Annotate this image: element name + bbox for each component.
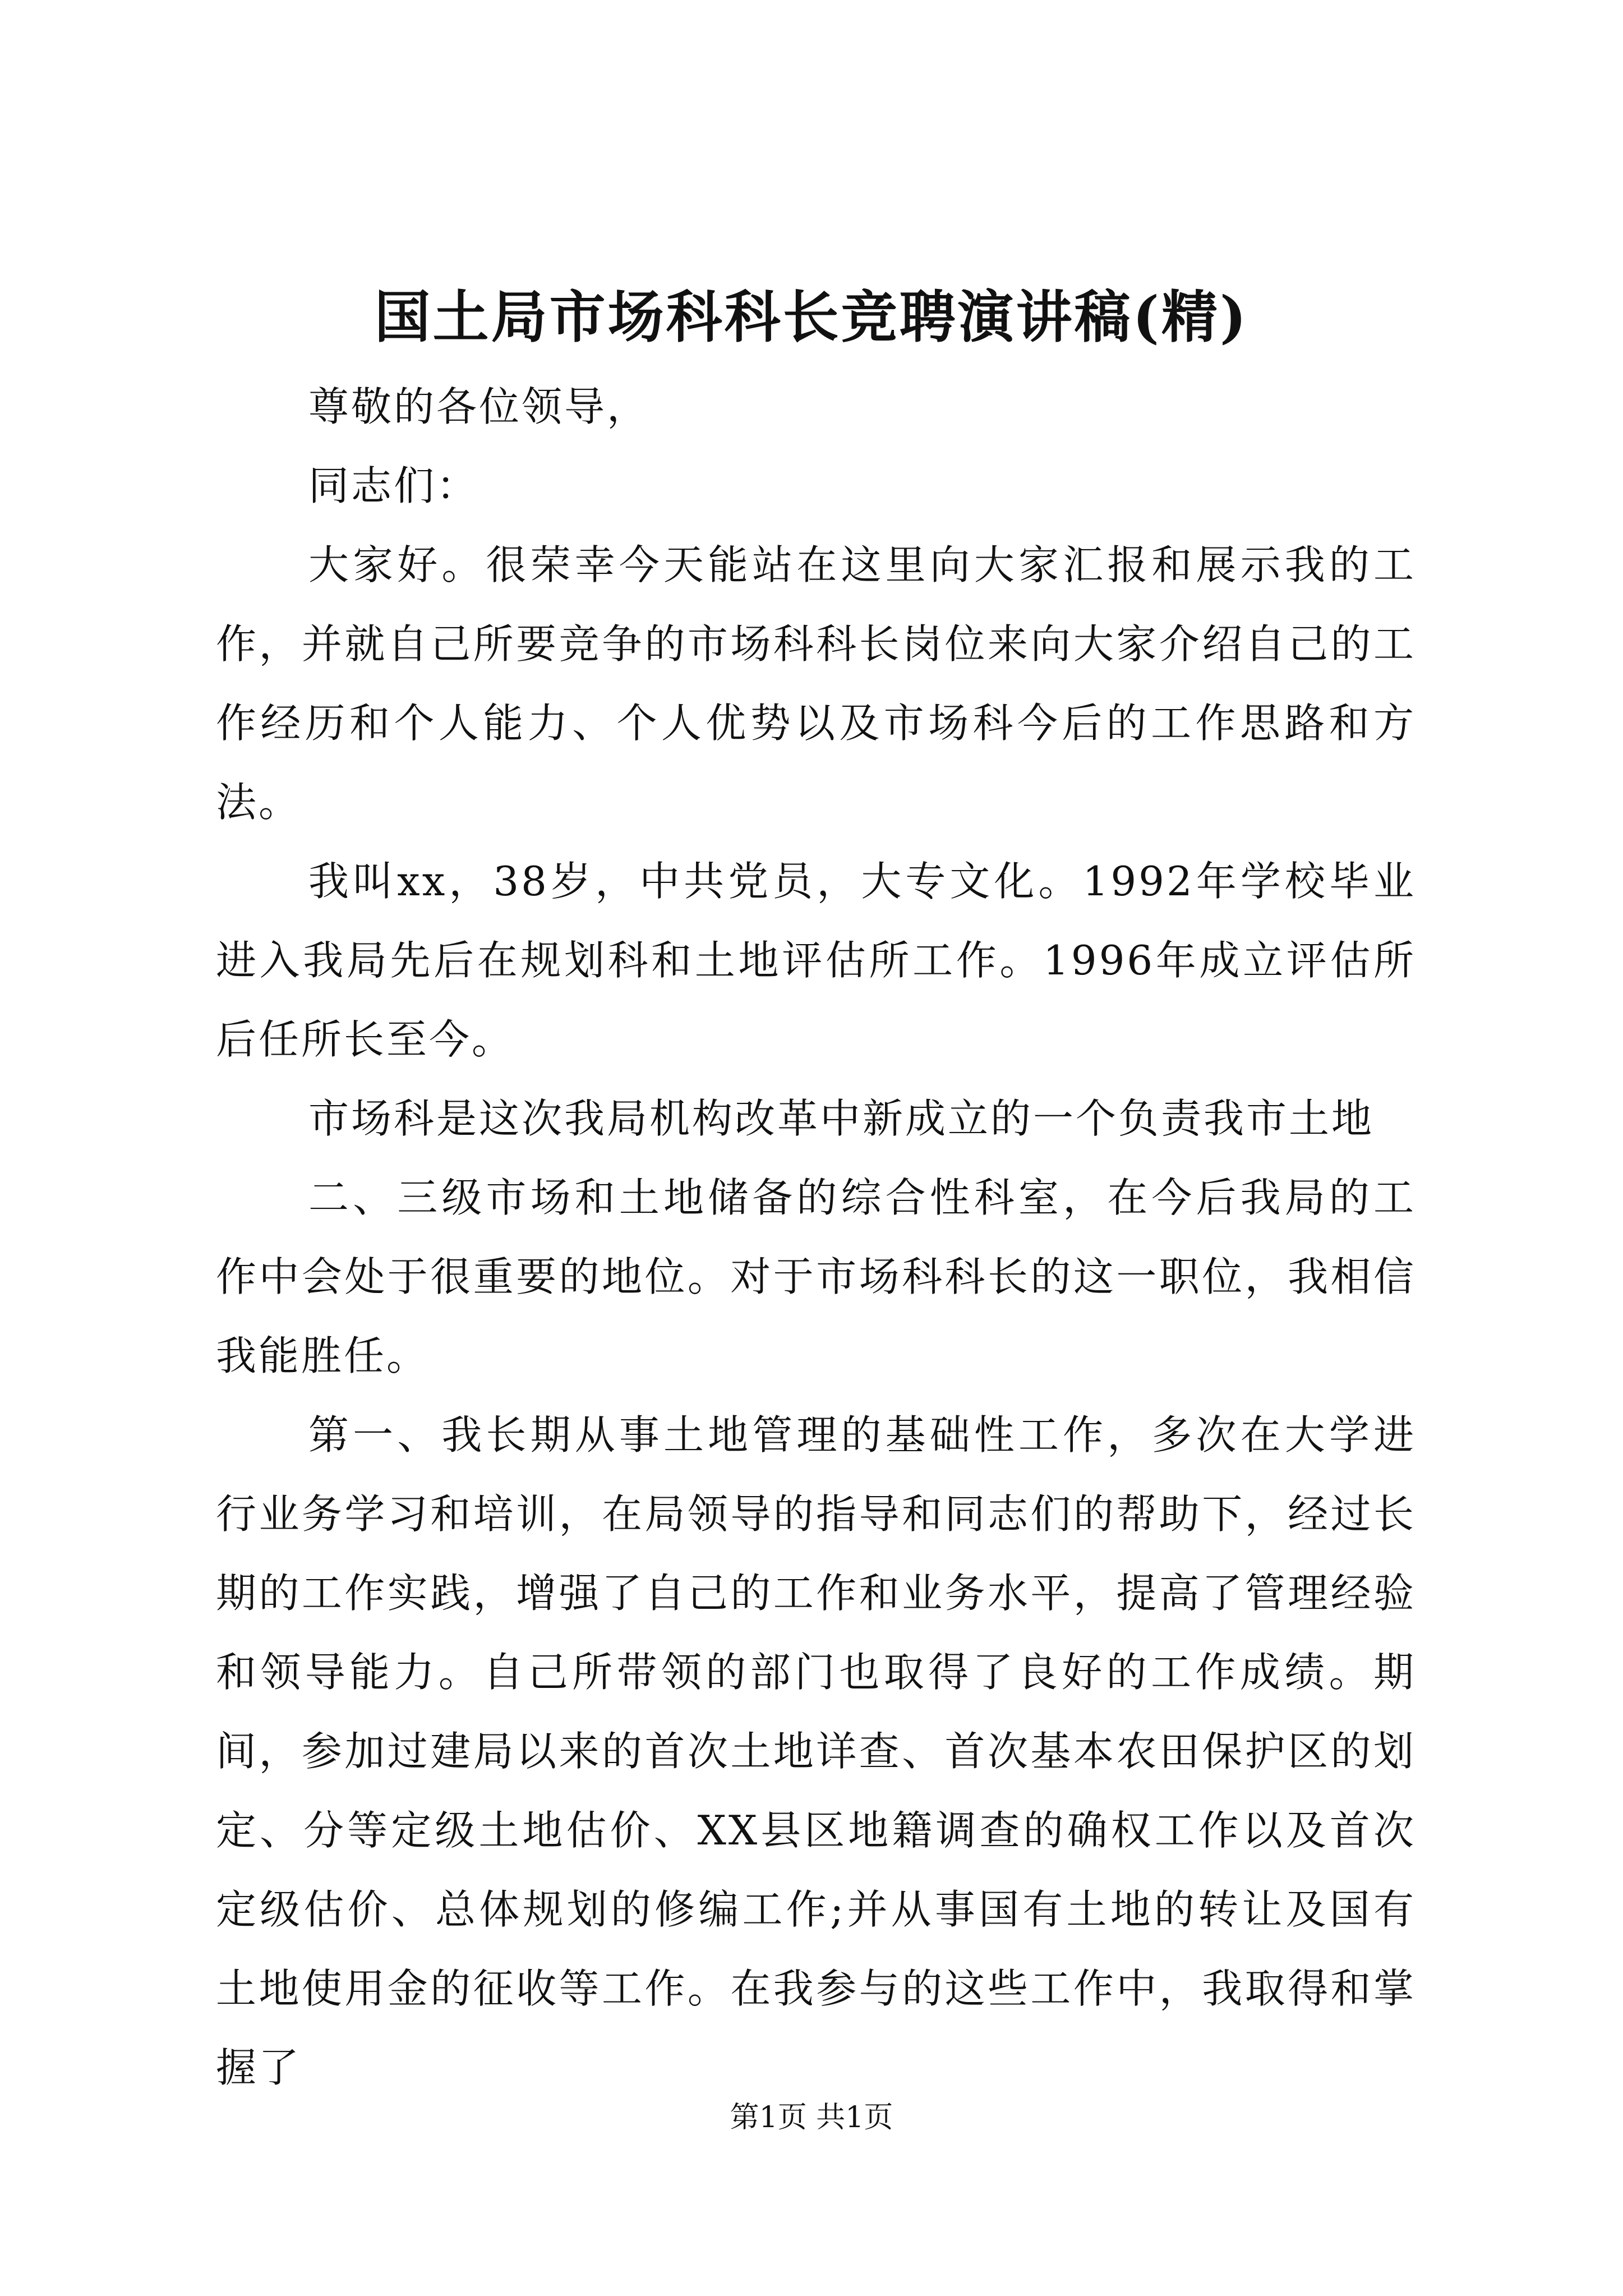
greeting-line: 尊敬的各位领导， [308, 383, 650, 430]
body-paragraph: 第一、我长期从事土地管理的基础性工作，多次在大学进行业务学习和培训，在局领导的指导和同志们的帮助下，经过长期的工作实践，增强了自己的工作和业务水平，提高了管理经验和领导能力。自己所带领的部门也取得了良好的工作成绩。期间，参加过建局以来的首次土地详查、首次基本农田保护区的划定、分等定级土地估价、XX县区地籍调查的确权工作以及首次定级估价、总体规划的修编工作;并从事国有土地的转让及国有土地使用金的征收等工作。在我参与的这些工作中，我取得和掌握了 [216, 1411, 1416, 2091]
page-footer: 第1页 共1页 [730, 2101, 893, 2134]
body-paragraph: 我叫xx，38岁，中共党员，大专文化。1992年学校毕业进入我局先后在规划科和土地评估所工作。1996年成立评估所后任所长至今。 [216, 858, 1416, 1063]
document-body [216, 367, 1416, 2108]
body-paragraph: 大家好。很荣幸今天能站在这里向大家汇报和展示我的工作，并就自己所要竞争的市场科科长岗位来向大家介绍自己的工作经历和个人能力、个人优势以及市场科今后的工作思路和方法。 [216, 541, 1416, 826]
body-paragraph: 市场科是这次我局机构改革中新成立的一个负责我市土地 [308, 1095, 1375, 1142]
document-title: 国土局市场科科长竞聘演讲稿(精) [374, 284, 1249, 350]
greeting-line: 同志们： [308, 462, 479, 509]
body-paragraph: 二、三级市场和土地储备的综合性科室，在今后我局的工作中会处于很重要的地位。对于市场科科长的这一职位，我相信我能胜任。 [216, 1174, 1416, 1379]
